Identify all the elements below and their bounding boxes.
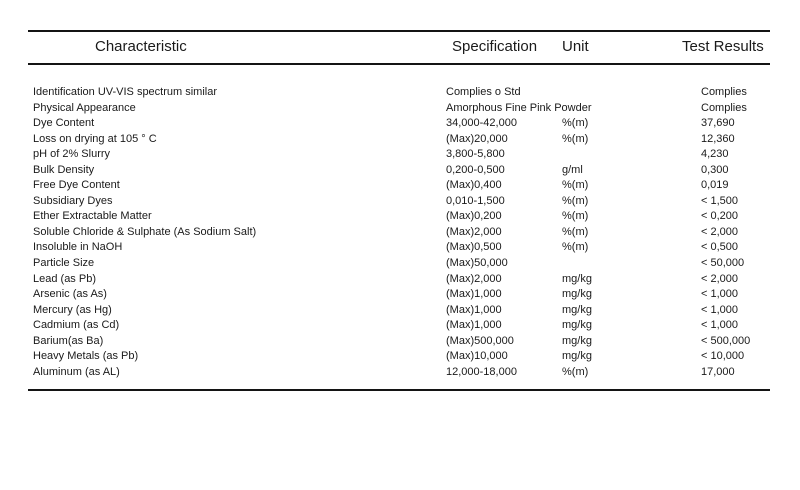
cell-test-result: < 1,000 (701, 288, 739, 301)
cell-characteristic: Dye Content (33, 117, 95, 130)
cell-specification: 12,000-18,000 (446, 365, 517, 378)
column-header-unit: Unit (562, 38, 589, 55)
table-row (0, 163, 800, 179)
cell-unit: mg/kg (562, 319, 592, 332)
cell-characteristic: Arsenic (as As) (33, 288, 107, 301)
cell-test-result: 12,360 (701, 132, 735, 145)
column-header-specification: Specification (452, 38, 538, 55)
cell-characteristic: Free Dye Content (33, 179, 120, 192)
cell-test-result: < 500,000 (701, 334, 751, 347)
table-row (0, 194, 800, 210)
cell-unit: %(m) (562, 365, 589, 378)
table-row (0, 101, 800, 117)
table-row (0, 318, 800, 334)
cell-test-result: 4,230 (701, 148, 729, 161)
cell-unit: %(m) (562, 179, 589, 192)
cell-specification: (Max)2,000 (446, 272, 502, 285)
table-row (0, 303, 800, 319)
table-top-rule (28, 30, 770, 32)
cell-unit: %(m) (562, 132, 589, 145)
cell-test-result: < 0,200 (701, 210, 739, 223)
table-row (0, 349, 800, 365)
cell-characteristic: Soluble Chloride & Sulphate (As Sodium Salt) (33, 225, 257, 238)
cell-unit: mg/kg (562, 288, 592, 301)
cell-unit: %(m) (562, 194, 589, 207)
cell-unit: mg/kg (562, 350, 592, 363)
cell-unit: %(m) (562, 117, 589, 130)
cell-unit: %(m) (562, 210, 589, 223)
cell-characteristic: Ether Extractable Matter (33, 210, 152, 223)
cell-specification: Complies o Std (446, 86, 521, 98)
table-row (0, 147, 800, 163)
table-body (0, 85, 800, 380)
cell-test-result: < 2,000 (701, 225, 739, 238)
cell-specification: (Max)1,000 (446, 303, 502, 316)
cell-test-result: < 2,000 (701, 272, 739, 285)
cell-test-result: < 10,000 (701, 350, 745, 363)
cell-test-result: 37,690 (701, 117, 735, 130)
cell-specification: (Max)1,000 (446, 319, 502, 332)
table-row (0, 287, 800, 303)
cell-characteristic: Bulk Density (33, 163, 95, 176)
cell-test-result: Complies (701, 86, 747, 98)
table-row (0, 365, 800, 381)
cell-test-result: < 50,000 (701, 257, 745, 270)
cell-characteristic: Particle Size (33, 257, 95, 270)
cell-characteristic: Heavy Metals (as Pb) (33, 350, 139, 363)
cell-unit: mg/kg (562, 334, 592, 347)
cell-test-result: Complies (701, 101, 747, 114)
cell-characteristic: pH of 2% Slurry (33, 148, 111, 161)
cell-specification: 3,800-5,800 (446, 148, 505, 161)
cell-specification: (Max)2,000 (446, 225, 502, 238)
cell-characteristic: Identification UV-VIS spectrum similar (33, 86, 218, 98)
column-header-characteristic: Characteristic (95, 38, 187, 55)
cell-specification: 0,010-1,500 (446, 194, 505, 207)
table-row (0, 334, 800, 350)
cell-characteristic: Barium(as Ba) (33, 334, 104, 347)
table-row (0, 209, 800, 225)
table-row (0, 272, 800, 288)
table-row (0, 116, 800, 132)
cell-characteristic: Mercury (as Hg) (33, 303, 112, 316)
table-row (0, 240, 800, 256)
cell-test-result: < 1,000 (701, 319, 739, 332)
table-row (0, 132, 800, 148)
cell-characteristic: Insoluble in NaOH (33, 241, 123, 254)
cell-specification: (Max)1,000 (446, 288, 502, 301)
cell-test-result: 17,000 (701, 365, 735, 378)
cell-characteristic: Lead (as Pb) (33, 272, 96, 285)
cell-specification: (Max)0,200 (446, 210, 502, 223)
cell-characteristic: Loss on drying at 105 ° C (33, 132, 157, 145)
cell-specification: 0,200-0,500 (446, 163, 505, 176)
cell-specification: (Max)0,400 (446, 179, 502, 192)
cell-characteristic: Subsidiary Dyes (33, 194, 113, 207)
cell-unit: %(m) (562, 241, 589, 254)
cell-unit: mg/kg (562, 303, 592, 316)
table-bottom-rule (28, 389, 770, 391)
cell-specification: (Max)0,500 (446, 241, 502, 254)
cell-specification: (Max)500,000 (446, 334, 514, 347)
cell-test-result: 0,300 (701, 163, 729, 176)
table-row (0, 85, 800, 101)
cell-unit: %(m) (562, 225, 589, 238)
cell-test-result: 0,019 (701, 179, 729, 192)
cell-unit: g/ml (562, 163, 583, 176)
cell-characteristic: Cadmium (as Cd) (33, 319, 120, 332)
table-row (0, 225, 800, 241)
cell-test-result: < 1,500 (701, 194, 739, 207)
cell-specification: 34,000-42,000 (446, 117, 517, 130)
cell-characteristic: Physical Appearance (33, 101, 136, 114)
cell-test-result: < 1,000 (701, 303, 739, 316)
cell-specification: (Max)10,000 (446, 350, 508, 363)
cell-test-result: < 0,500 (701, 241, 739, 254)
cell-unit: mg/kg (562, 272, 592, 285)
column-header-test-results: Test Results (682, 38, 764, 55)
table-row (0, 256, 800, 272)
table-row (0, 178, 800, 194)
cell-specification: (Max)20,000 (446, 132, 508, 145)
cell-characteristic: Aluminum (as AL) (33, 365, 120, 378)
cell-specification: Amorphous Fine Pink Powder (446, 101, 592, 114)
cell-specification: (Max)50,000 (446, 257, 508, 270)
table-header-divider-rule (28, 63, 770, 65)
